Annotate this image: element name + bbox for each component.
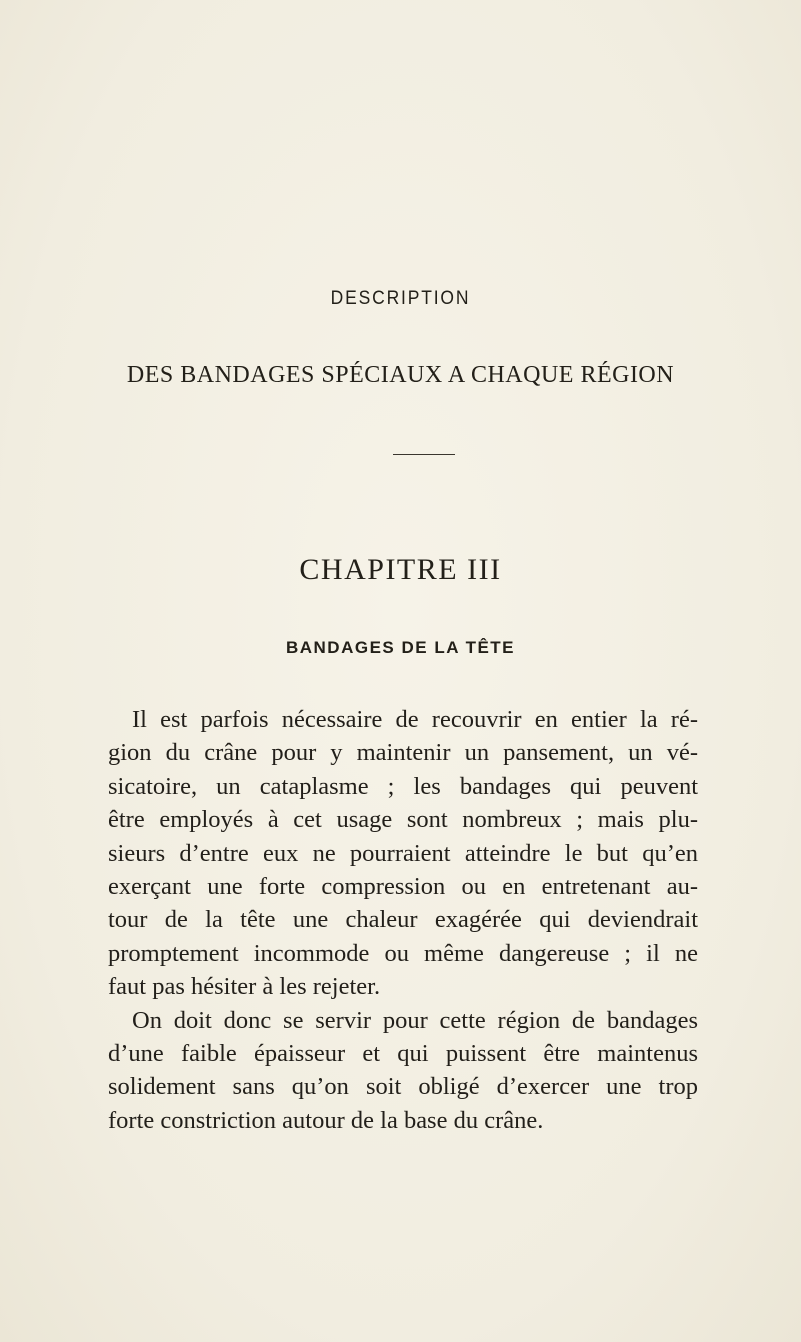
body-text bbox=[108, 703, 698, 1137]
text-line: forte constriction autour de la base du crâne. bbox=[108, 1106, 544, 1134]
divider-rule bbox=[393, 454, 455, 455]
text-line: promptement incommode ou même dangereuse ; il ne bbox=[108, 939, 698, 967]
paragraph-2 bbox=[108, 1004, 698, 1138]
text-line: On doit donc se servir pour cette région de bandages bbox=[132, 1006, 698, 1034]
text-line: exerçant une forte compression ou en entretenant au- bbox=[108, 873, 698, 901]
text-line: être employés à cet usage sont nombreux ; mais plu- bbox=[108, 806, 698, 834]
paragraph-1 bbox=[108, 703, 698, 1004]
section-title: BANDAGES DE LA TÊTE bbox=[285, 638, 516, 657]
heading-subtitle: DES BANDAGES SPÉCIAUX A CHAQUE RÉGION bbox=[126, 362, 675, 388]
heading-description: DESCRIPTION bbox=[330, 288, 471, 309]
text-line: sieurs d’entre eux ne pourraient atteindre le but qu’en bbox=[108, 839, 698, 867]
text-line: d’une faible épaisseur et qui puissent être maintenus bbox=[108, 1040, 698, 1068]
text-line: Il est parfois nécessaire de recouvrir en entier la ré- bbox=[132, 706, 698, 733]
text-line: gion du crâne pour y maintenir un pansement, un vé- bbox=[108, 739, 698, 767]
text-line: sicatoire, un cataplasme ; les bandages qui peuvent bbox=[108, 772, 698, 800]
text-line: solidement sans qu’on soit obligé d’exercer une trop bbox=[108, 1073, 698, 1101]
chapter-title: CHAPITRE III bbox=[299, 553, 502, 586]
text-line: faut pas hésiter à les rejeter. bbox=[108, 973, 381, 1001]
text-line: tour de la tête une chaleur exagérée qui deviendrait bbox=[108, 906, 698, 934]
